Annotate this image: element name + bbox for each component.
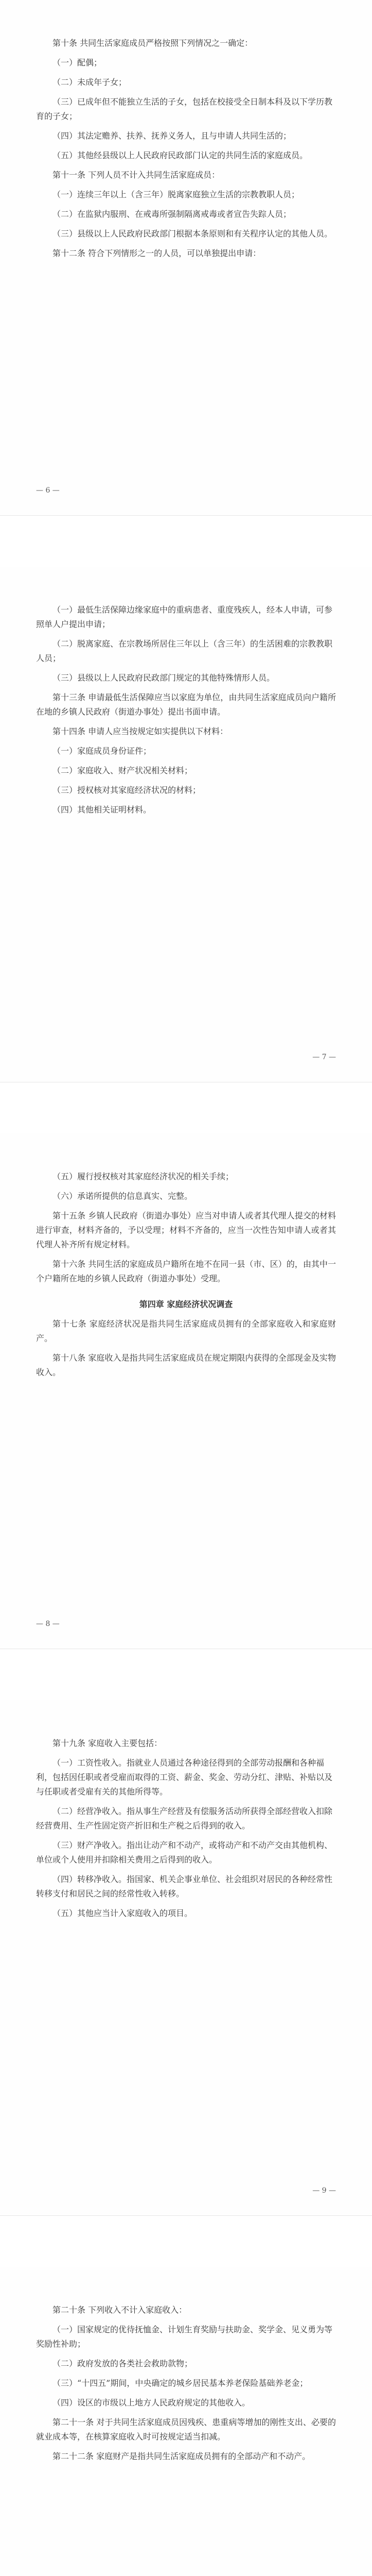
list-item: （二）在监狱内服刑、在戒毒所强制隔离戒毒或者宣告失踪人员； [52, 209, 292, 219]
page-content [36, 603, 336, 1036]
page-footer: — 7 — [312, 1053, 336, 1061]
page-footer: — 6 — [36, 486, 60, 495]
list-item: （三）县级以上人民政府民政部门规定的其他特殊情形人员。 [52, 673, 275, 683]
list-item: （二）脱离家庭、在宗教场所居住三年以上（含三年）的生活困难的宗教教职人员； [36, 639, 333, 663]
paragraph: 第十九条 家庭收入主要包括： [52, 1738, 163, 1748]
page-footer: — 9 — [312, 2187, 336, 2195]
page-3 [0, 1133, 372, 1649]
page-content [36, 1736, 336, 2169]
list-item: （一）家庭成员身份证件； [52, 746, 152, 756]
list-item: （五）其他经县级以上人民政府民政部门认定的共同生活的家庭成员。 [52, 150, 308, 160]
list-item: （四）其法定赡养、扶养、抚养义务人，且与申请人共同生活的； [52, 131, 292, 141]
page-2 [0, 567, 372, 1082]
paragraph: 第十五条 乡镇人民政府（街道办事处）应当对申请人或者其代理人提交的材料进行审查，材料齐备的，予以受理；材料不齐备的，应当一次性告知申请人或者其代理人补齐所有规定材料。 [36, 1211, 336, 1249]
list-item: （三）已成年但不能独立生活的子女，包括在校接受全日制本科及以下学历教育的子女； [36, 97, 333, 121]
list-item: （三）“十四五”期间，中央确定的城乡居民基本养老保险基础养老金； [52, 2378, 308, 2388]
page-footer: — 8 — [36, 1620, 60, 1628]
list-item: （三）授权核对其家庭经济状况的材料； [52, 785, 201, 795]
paragraph: 第十三条 申请最低生活保障应当以家庭为单位，由共同生活家庭成员向户籍所在地的乡镇人民政府（街道办事处）提出书面申请。 [36, 692, 336, 717]
paragraph: 第十二条 符合下列情形之一的人员，可以单独提出申请： [52, 248, 261, 258]
list-item: （四）设区的市级以上地方人民政府规定的其他收入。 [52, 2398, 251, 2408]
list-item: （一）最低生活保障边缘家庭中的重病患者、重度残疾人，经本人申请，可参照单人户提出申请； [36, 605, 333, 629]
list-item: （一）连续三年以上（含三年）脱离家庭独立生活的宗教教职人员； [52, 190, 300, 199]
list-item: （五）其他应当计入家庭收入的项目。 [52, 1908, 193, 1918]
list-item: （一）配偶； [52, 58, 102, 67]
paragraph: 第十一条 下列人员不计入共同生活家庭成员： [52, 170, 220, 180]
chapter-heading: 第四章 家庭经济状况调查 [139, 1299, 233, 1309]
list-item: （二）未成年子女； [52, 77, 127, 87]
paragraph: 第十七条 家庭经济状况是指共同生活家庭成员拥有的全部家庭收入和家庭财产。 [36, 1319, 336, 1343]
paragraph: 第二十一条 对于共同生活家庭成员因残疾、患重病等增加的刚性支出、必要的就业成本等，在核算家庭收入时可按规定适当扣减。 [36, 2417, 336, 2442]
list-item: （五）履行授权核对其家庭经济状况的相关手续； [52, 1172, 234, 1181]
page-content [36, 2303, 336, 2576]
list-item: （一）工资性收入。指就业人员通过各种途径得到的全部劳动报酬和各种福利，包括因任职或者受雇而取得的工资、薪金、奖金、劳动分红、津贴、补贴以及与任职或者受雇有关的其他所得等。 [36, 1758, 333, 1797]
paragraph: 第十条 共同生活家庭成员严格按照下列情况之一确定： [52, 38, 253, 48]
paragraph: 第十六条 共同生活的家庭成员户籍所在地不在同一县（市、区）的，由其中一个户籍所在地的乡镇人民政府（街道办事处）受理。 [36, 1259, 336, 1283]
paragraph: 第二十条 下列收入不计入家庭收入： [52, 2305, 187, 2315]
page-content [36, 36, 336, 469]
page-4 [0, 1700, 372, 2216]
list-item: （二）家庭收入、财产状况相关材料； [52, 766, 193, 775]
list-item: （四）其他相关证明材料。 [52, 805, 152, 815]
page-5 [0, 2267, 372, 2576]
page-content [36, 1170, 336, 1602]
paragraph: 第二十二条 家庭财产是指共同生活家庭成员拥有的全部动产和不动产。 [52, 2451, 311, 2461]
list-item: （三）县级以上人民政府民政部门根据本条原则和有关程序认定的其他人员。 [52, 229, 333, 239]
list-item: （一）国家规定的优待抚恤金、计划生育奖励与扶助金、奖学金、见义勇为等奖励性补助； [36, 2325, 333, 2349]
list-item: （三）财产净收入。指出让动产和不动产，或将动产和不动产交由其他机构、单位或个人使用并扣除相关费用之后得到的收入。 [36, 1840, 333, 1865]
list-item: （二）政府发放的各类社会救助款物； [52, 2359, 193, 2368]
list-item: （四）转移净收入。指国家、机关企事业单位、社会组织对居民的各种经常性转移支付和居民之间的经常性收入转移。 [36, 1874, 333, 1899]
paragraph: 第十四条 申请人应当按规定如实提供以下材料： [52, 726, 228, 736]
paragraph: 第十八条 家庭收入是指共同生活家庭成员在规定期限内获得的全部现金及实物收入。 [36, 1353, 336, 1377]
page-1 [0, 0, 372, 516]
list-item: （二）经营净收入。指从事生产经营及有偿服务活动所获得全部经营收入扣除经营费用、生产性固定资产折旧和生产税之后得到的收入。 [36, 1806, 333, 1831]
list-item: （六）承诺所提供的信息真实、完整。 [52, 1191, 193, 1201]
